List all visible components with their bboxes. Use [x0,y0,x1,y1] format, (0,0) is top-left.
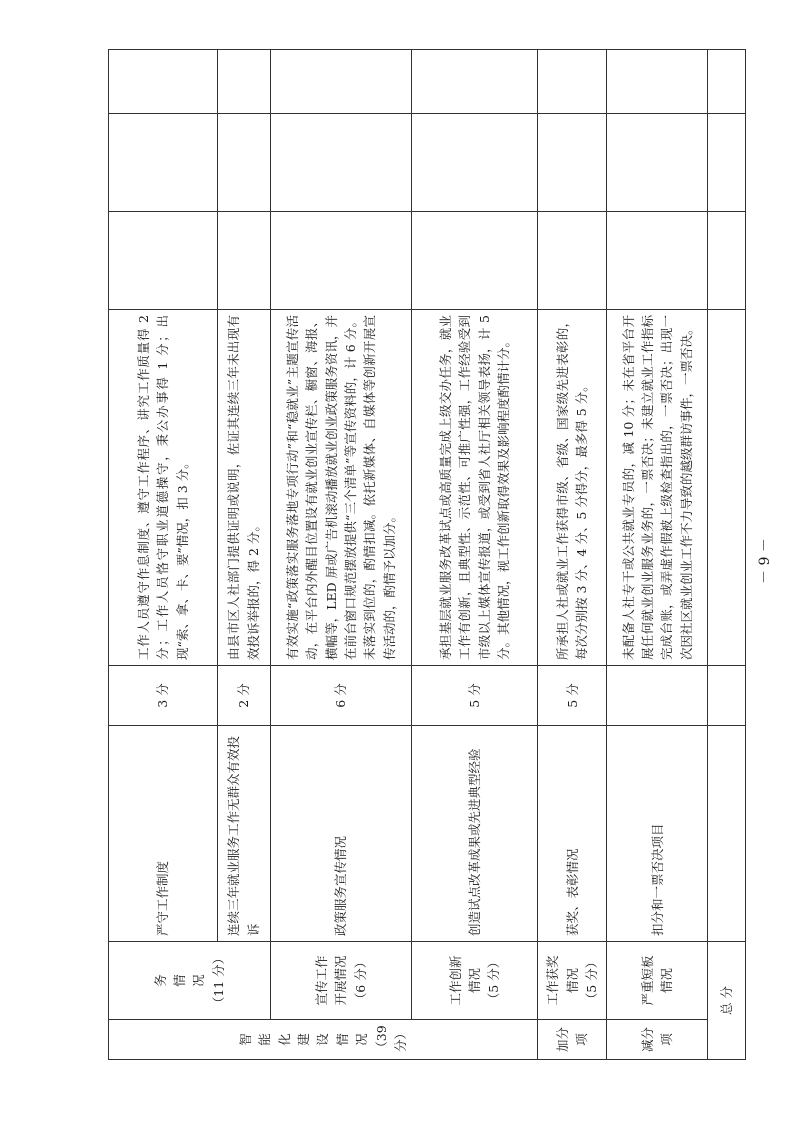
blank-cell [412,212,538,310]
blank-cell [270,114,412,212]
category-cell: 加分项 [538,1020,607,1060]
category-label: 智 能 化 建 设 情 况 （39 分） [237,1025,408,1054]
score-cell: 5 分 [538,666,607,726]
blank-cell [708,114,746,212]
subcategory-label: 务 情 况 （11 分） [152,951,226,1010]
category-cell: 减分项 [607,1020,708,1060]
blank-cell [708,50,746,114]
blank-cell [412,50,538,114]
table-row [270,50,412,1060]
blank-cell [270,50,412,114]
blank-cell [607,114,708,212]
score-cell: 5 分 [412,666,538,726]
blank-cell [708,666,746,726]
item-cell: 政策服务宣传情况 [270,726,412,942]
item-cell: 创造试点改革成果或先进典型经验 [412,726,538,942]
subcategory-cell [607,942,708,1020]
blank-cell [270,212,412,310]
blank-cell [538,212,607,310]
evaluation-table [108,49,746,1060]
blank-cell [218,212,270,310]
blank-cell [109,114,218,212]
blank-cell [708,726,746,942]
standard-cell: 未配备人社专干或公共就业专员的，减 10 分；未在省平台开展任何就业创业服务业务的，一票否决；未建立就业工作指标完成台账，或弄虚作假被上级检查指出的，一票否决；出现一次因社区就业创业工作不力导致的越级群访事件，一票否决。 [607,310,708,666]
subcategory-cell [538,942,607,1020]
table-row [412,50,538,1060]
table-row [538,50,607,1060]
subcategory-cell [412,942,538,1020]
score-cell [607,666,708,726]
blank-cell [109,212,218,310]
subcategory-label: 工作获奖 情况 （5 分） [545,955,599,1006]
item-cell: 连续三年就业服务工作无群众有效投诉 [218,726,270,942]
blank-cell [218,50,270,114]
standard-cell: 工作人员遵守作息制度、遵守工作程序、讲究工作质量得 2 分；工作人员恪守职业道德操守，秉公办事得 1 分；出现“索、拿、卡、要”情况，扣 3 分。 [109,310,218,666]
table-row [607,50,708,1060]
blank-cell [538,114,607,212]
blank-cell [538,50,607,114]
blank-cell [607,212,708,310]
subcategory-label: 严重短板 情况 [639,955,675,1006]
subcategory-label: 工作创新 情况 （5 分） [447,955,502,1006]
score-cell: 6 分 [270,666,412,726]
standard-cell: 所承担人社或就业工作获得市级、省级、国家级先进表彰的，每次分别按 3 分、4 分、5 分得分，最多得 5 分。 [538,310,607,666]
item-cell: 严守工作制度 [109,726,218,942]
table-row [218,50,270,1060]
total-label: 总 分 [708,942,746,1060]
blank-cell [218,114,270,212]
table-row [708,50,746,1060]
subcategory-cell [270,942,412,1020]
blank-cell [708,310,746,666]
blank-cell [607,50,708,114]
blank-cell [708,212,746,310]
subcategory-label: 宣传工作 开展情况 （6 分） [313,955,368,1006]
standard-cell: 由县市区人社部门提供证明或说明，佐证其连续三年未出现有效投诉举报的，得 2 分。 [218,310,270,666]
table-row [109,50,218,1060]
item-cell: 扣分和一票否决项目 [607,726,708,942]
blank-cell [412,114,538,212]
category-cell [109,1020,538,1060]
standard-cell: 有效实施“政策落实服务落地专项行动”和“稳就业”主题宣传活动，在平台内外醒目位置设有就业创业宣传栏、橱窗、海报、横幅等，LED 屏或广告机滚动播放就业创业政策服务资讯，并在前台窗口规范摆放提供“三个清单”等宣传资料的，计 6 分。未落实到位的，酌情扣减。依托新媒体、自媒体等创新开展宣传活动的，酌情予以加分。 [270,310,412,666]
score-cell: 3 分 [109,666,218,726]
score-cell: 2 分 [218,666,270,726]
item-cell: 获奖、表彰情况 [538,726,607,942]
subcategory-cell [109,942,271,1020]
page-number: － 9 － [757,538,773,584]
standard-cell: 承担基层就业服务改革试点或高质量完成上级交办任务，就业工作有创新，且典型性、示范性、可推广性强，工作经验受到市级以上媒体宣传报道，或受到省人社厅相关领导表扬，计 5 分。其他情况，视工作创新取得效果及影响程度酌情计分。 [412,310,538,666]
blank-cell [109,50,218,114]
